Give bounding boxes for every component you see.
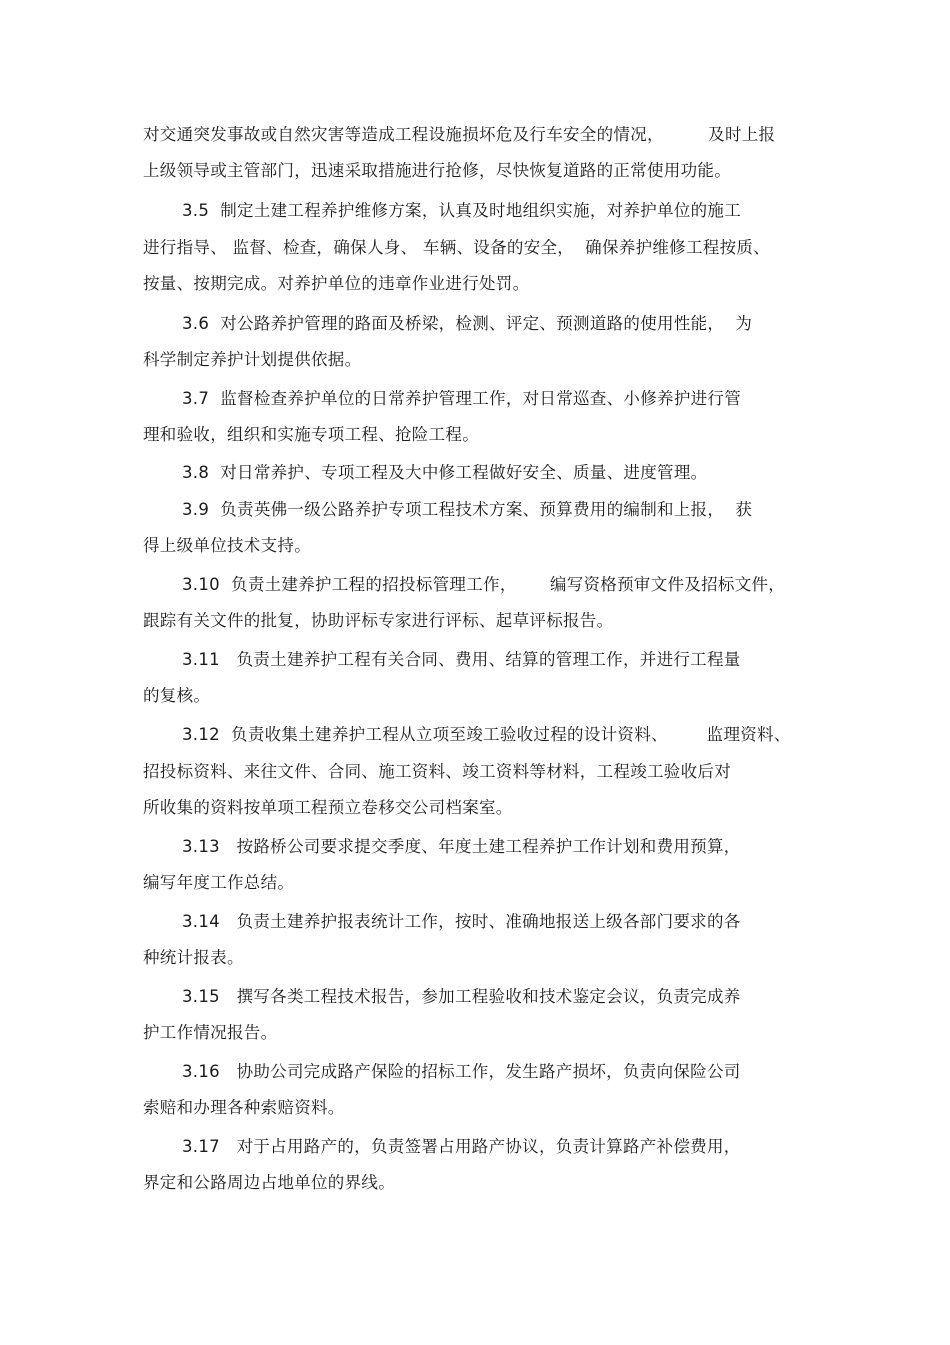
text-line: 理和验收，组织和实施专项工程、抢险工程。 [143, 425, 479, 444]
text-line: 索赔和办理各种索赔资料。 [143, 1098, 345, 1117]
text-line: 招投标资料、来往文件、合同、施工资料、竣工资料等材料，工程竣工验收后对 [143, 762, 731, 781]
clause-3-9: 3.9 负责英佛一级公路养护专项工程技术方案、预算费用的编制和上报， 获 [182, 500, 753, 519]
text-line: 的复核。 [143, 686, 211, 705]
text-line: 按量、按期完成。对养护单位的违章作业进行处罚。 [143, 274, 530, 293]
text-line: 进行指导、 监督、检查，确保人身、 车辆、设备的安全， 确保养护维修工程按质、 [143, 238, 770, 257]
text-line: 编写年度工作总结。 [143, 873, 295, 892]
text-line: 种统计报表。 [143, 948, 244, 967]
text-line: 对交通突发事故或自然灾害等造成工程设施损坏危及行车安全的情况， 及时上报 [143, 125, 776, 144]
clause-3-17: 3.17 对于占用路产的，负责签署占用路产协议，负责计算路产补偿费用， [182, 1137, 741, 1156]
text-line: 得上级单位技术支持。 [143, 536, 311, 555]
clause-3-10: 3.10 负责土建养护工程的招投标管理工作， 编写资格预审文件及招标文件， [182, 575, 786, 594]
clause-3-15: 3.15 撰写各类工程技术报告，参加工程验收和技术鉴定会议，负责完成养 [182, 987, 741, 1006]
clause-3-7: 3.7 监督检查养护单位的日常养护管理工作，对日常巡查、小修养护进行管 [182, 389, 742, 408]
clause-3-13: 3.13 按路桥公司要求提交季度、年度土建工程养护工作计划和费用预算， [182, 837, 741, 856]
clause-3-11: 3.11 负责土建养护工程有关合同、费用、结算的管理工作，并进行工程量 [182, 650, 741, 669]
clause-3-14: 3.14 负责土建养护报表统计工作，按时、准确地报送上级各部门要求的各 [182, 912, 741, 931]
clause-3-5: 3.5 制定土建工程养护维修方案，认真及时地组织实施，对养护单位的施工 [182, 201, 742, 220]
text-line: 护工作情况报告。 [143, 1023, 278, 1042]
text-line: 上级领导或主管部门，迅速采取措施进行抢修，尽快恢复道路的正常使用功能。 [143, 161, 731, 180]
text-line: 科学制定养护计划提供依据。 [143, 350, 362, 369]
clause-3-16: 3.16 协助公司完成路产保险的招标工作，发生路产损坏，负责向保险公司 [182, 1062, 741, 1081]
text-line: 界定和公路周边占地单位的界线。 [143, 1173, 395, 1192]
text-line: 所收集的资料按单项工程预立卷移交公司档案室。 [143, 798, 513, 817]
clause-3-12: 3.12 负责收集土建养护工程从立项至竣工验收过程的设计资料、 监理资料、 [182, 725, 791, 744]
text-line: 跟踪有关文件的批复，协助评标专家进行评标、起草评标报告。 [143, 611, 614, 630]
clause-3-6: 3.6 对公路养护管理的路面及桥梁，检测、评定、预测道路的使用性能， 为 [182, 314, 753, 333]
clause-3-8: 3.8 对日常养护、专项工程及大中修工程做好安全、质量、进度管理。 [182, 463, 708, 482]
